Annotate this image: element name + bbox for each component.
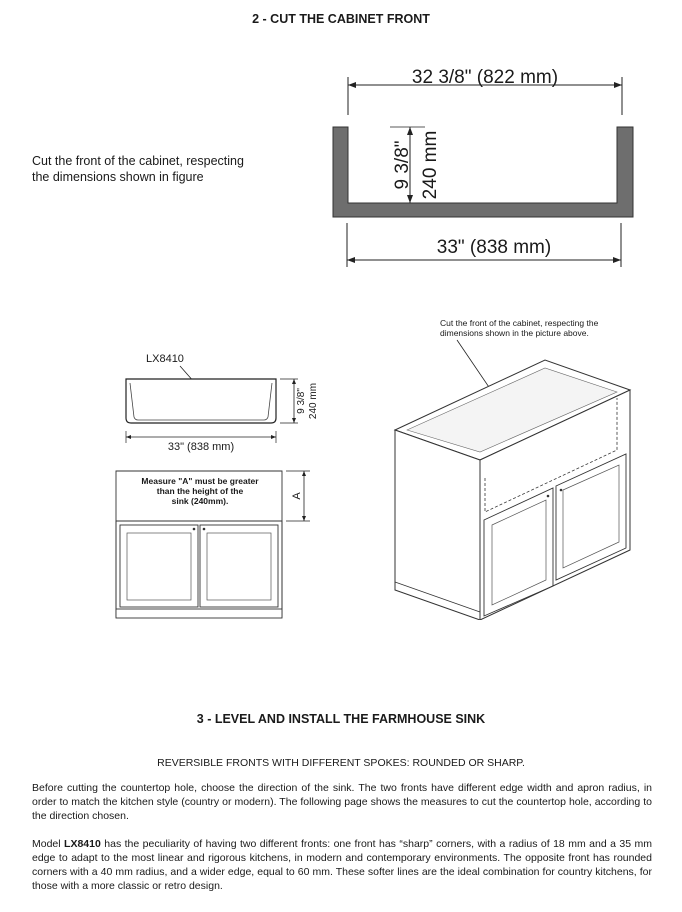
height-mm-label: 240 mm <box>420 130 441 200</box>
cut-instruction-line1: Cut the front of the cabinet, respecting <box>32 154 244 168</box>
sink-height-inch: 9 3/8" <box>296 388 307 414</box>
cut-instruction-line2: the dimensions shown in figure <box>32 170 204 184</box>
sink-width-label: 33" (838 mm) <box>167 441 235 453</box>
paragraph-2 <box>32 837 652 893</box>
measure-a-note-line1: Measure "A" must be greater <box>141 476 259 486</box>
section-3-title: 3 - LEVEL AND INSTALL THE FARMHOUSE SINK <box>196 712 486 726</box>
bottom-width-label: 33" (838 mm) <box>436 237 552 258</box>
sink-dimension-diagram <box>110 345 330 455</box>
measure-a-note <box>120 476 280 506</box>
paragraph-1: Before cutting the countertop hole, choose the direction of the sink. The two fronts have different edge width and apron radius, in order to match the kitchen style (country or modern). The following page shows the measures to cut the countertop hole, according to the direction chosen. <box>32 782 652 822</box>
sink-outline <box>126 379 276 423</box>
top-width-label: 32 3/8" (822 mm) <box>411 67 559 88</box>
cabinet-front-cutout-shape <box>333 127 633 217</box>
height-inch-label: 9 3/8" <box>392 140 413 190</box>
iso-callout-line1: Cut the front of the cabinet, respecting the <box>440 318 599 328</box>
section-3-subtitle: REVERSIBLE FRONTS WITH DIFFERENT SPOKES: ROUNDED OR SHARP. <box>157 757 525 769</box>
sink-height-mm: 240 mm <box>308 382 319 420</box>
sink-model-label: LX8410 <box>146 353 184 365</box>
paragraph-2-prefix: Model <box>32 838 65 850</box>
isometric-cabinet-diagram <box>385 330 645 620</box>
iso-callout-line2: dimensions shown in the picture above. <box>440 328 589 338</box>
measure-a-label: A <box>291 492 303 500</box>
cutout-dimension-diagram <box>330 55 640 275</box>
paragraph-2-body: has the peculiarity of having two different fronts: one front has “sharp” corners, with a radius of 18 mm and a 35 mm edge to adapt to the most linear and rigorous kitchens, in modern and contemporary environments. The opposite front has rounded corners with a 40 mm radius, and a wider edge, equal to 60 mm. These softer lines are the ideal combination for country kitchens, for those with a more classic or retro design. <box>32 838 653 892</box>
measure-a-note-line2: than the height of the <box>156 486 244 496</box>
section-2-title: 2 - CUT THE CABINET FRONT <box>252 12 430 26</box>
measure-a-note-line3: sink (240mm). <box>171 496 229 506</box>
cut-instruction <box>32 153 292 185</box>
paragraph-2-model: LX8410 <box>64 838 101 850</box>
